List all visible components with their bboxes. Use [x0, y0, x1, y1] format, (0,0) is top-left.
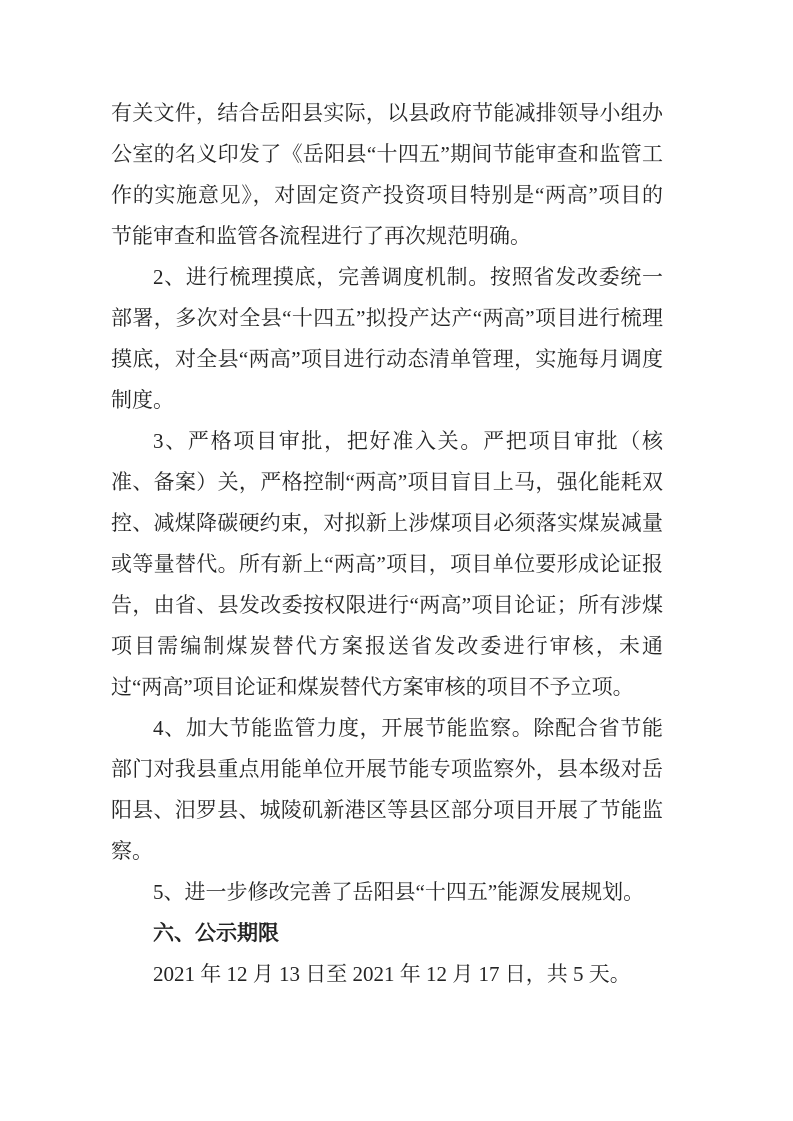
section-heading: 六、公示期限	[153, 922, 279, 945]
list-item-5: 5、进一步修改完善了岳阳县“十四五”能源发展规划。	[153, 880, 645, 904]
list-item-3: 3、严格项目审批，把好准入关。严把项目审批（核准、备案）关，严格控制“两高”项目盲目上马，强化能耗双控、减煤降碳硬约束，对拟新上涉煤项目必须落实煤炭减量或等量替代。所有新上“两高”项目，项目单位要形成论证报告，由省、县发改委按权限进行“两高”项目论证；所有涉煤项目需编制煤炭替代方案报送省发改委进行审核，未通过“两高”项目论证和煤炭替代方案审核的项目不予立项。	[111, 429, 663, 699]
paragraph-continuation: 有关文件，结合岳阳县实际，以县政府节能减排领导小组办公室的名义印发了《岳阳县“十四五”期间节能审查和监管工作的实施意见》，对固定资产投资项目特别是“两高”项目的节能审查和监管各流程进行了再次规范明确。	[111, 101, 663, 248]
list-item-4: 4、加大节能监管力度，开展节能监察。除配合省节能部门对我县重点用能单位开展节能专项监察外，县本级对岳阳县、汨罗县、城陵矶新港区等县区部分项目开展了节能监察。	[111, 716, 663, 863]
publicity-period-text: 2021 年 12 月 13 日至 2021 年 12 月 17 日，共 5 天。	[153, 962, 631, 986]
list-item-2: 2、进行梳理摸底，完善调度机制。按照省发改委统一部署，多次对全县“十四五”拟投产达产“两高”项目进行梳理摸底，对全县“两高”项目进行动态清单管理，实施每月调度制度。	[111, 265, 663, 412]
document-body	[111, 93, 663, 995]
